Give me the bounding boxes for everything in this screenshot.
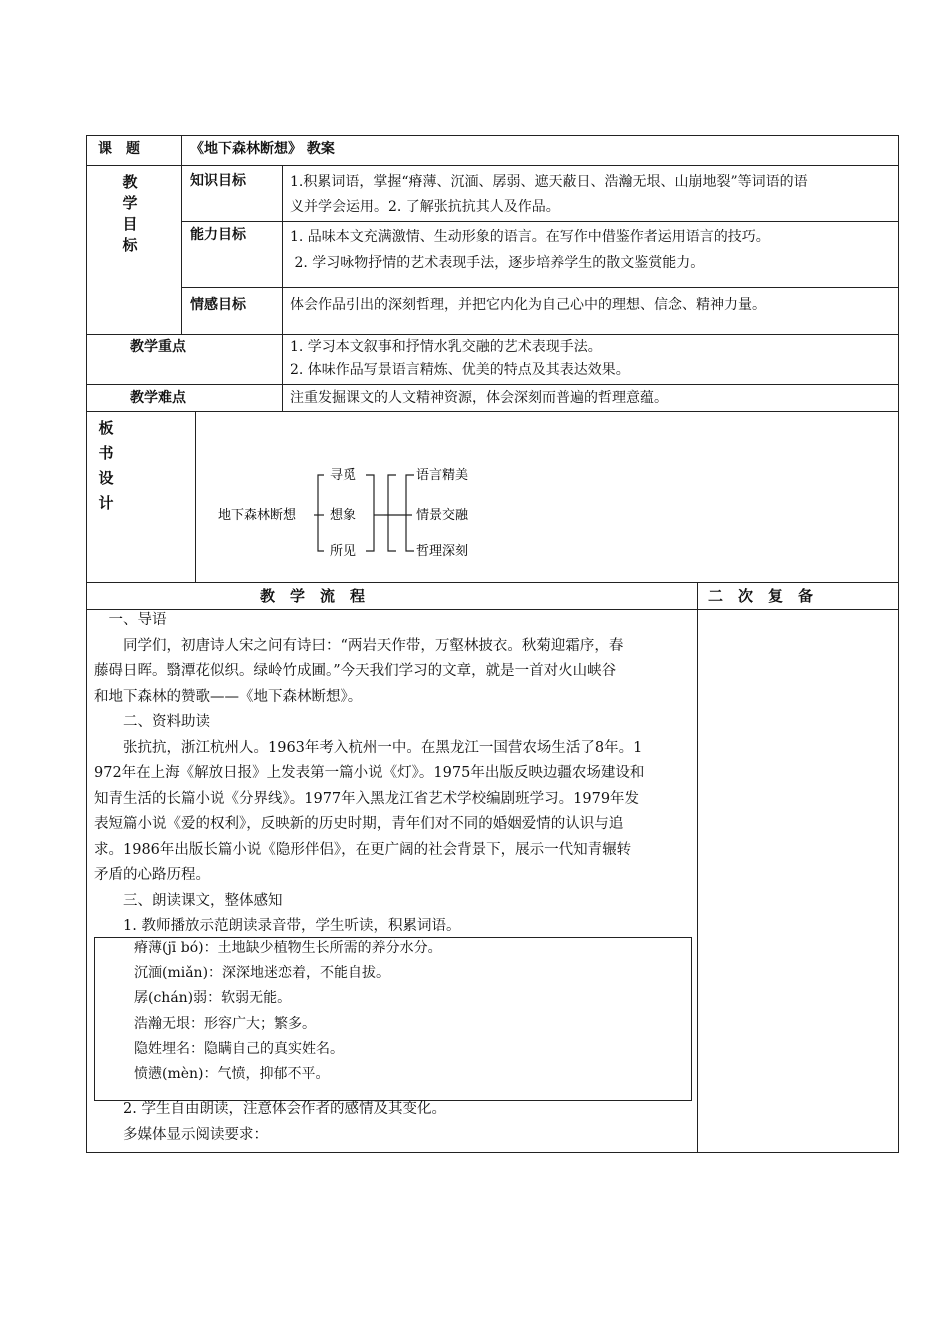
- rule: [282, 165, 283, 411]
- label-char: 板: [98, 419, 114, 437]
- vocab-item: 愤懑(mèn)：气愤，抑郁不平。: [134, 1066, 330, 1083]
- right-open-bracket: [406, 475, 414, 551]
- flow-paragraph: 1. 教师播放示范朗读录音带，学生听读，积累词语。: [94, 918, 461, 934]
- text-line: 2. 学习咏物抒情的艺术表现手法，逐步培养学生的散文鉴赏能力。: [290, 255, 705, 271]
- flow-paragraph: 多媒体显示阅读要求：: [94, 1126, 268, 1143]
- rule: [697, 582, 698, 1153]
- ability-goal-text: [290, 224, 770, 276]
- board-left-item: 所见: [330, 544, 357, 559]
- vocab-item: 浩瀚无垠：形容广大；繁多。: [134, 1015, 316, 1032]
- board-diagram: [200, 455, 500, 570]
- board-right-item: 情景交融: [416, 508, 469, 523]
- flow-paragraph: 求。1986年出版长篇小说《隐形伴侣》，在更广阔的社会背景下，展示一代知青辗转: [94, 841, 632, 858]
- vocab-item: 隐姓埋名：隐瞒自己的真实姓名。: [134, 1040, 344, 1057]
- board-right-item: 哲理深刻: [416, 544, 469, 559]
- revision-header: 二 次 复 备: [708, 587, 814, 605]
- board-right-item: 语言精美: [416, 468, 469, 483]
- label-char: 书: [98, 444, 114, 462]
- key-points-text: [290, 336, 630, 382]
- rule: [86, 165, 899, 166]
- left-close-bracket: [366, 475, 374, 551]
- left-bracket: [318, 475, 324, 551]
- difficult-points-label: 教学难点: [130, 390, 186, 406]
- knowledge-goal-text: [290, 170, 808, 220]
- rule: [181, 135, 182, 335]
- rule: [195, 411, 196, 583]
- flow-body: [94, 608, 644, 940]
- key-points-label: 教学重点: [130, 339, 186, 355]
- flow-paragraph: 表短篇小说《爱的权利》，反映新的历史时期，青年们对不同的婚姻爱情的认识与追: [94, 816, 624, 832]
- flow-paragraph: 同学们，初唐诗人宋之问有诗曰：“两岩天作带，万壑林披衣。秋菊迎霜序，春: [94, 637, 624, 654]
- flow-paragraph: 矛盾的心路历程。: [94, 867, 210, 883]
- text-line: 1. 品味本文充满激情、生动形象的语言。在写作中借鉴作者运用语言的技巧。: [290, 229, 770, 245]
- board-center: 地下森林断想: [218, 508, 297, 523]
- board-left-item: 寻觅: [330, 468, 357, 483]
- flow-paragraph: 和地下森林的赞歌——《地下森林断想》。: [94, 688, 363, 705]
- text-line: 义并学会运用。2. 了解张抗抗其人及作品。: [290, 199, 560, 215]
- label-char: 目: [122, 215, 138, 233]
- rule: [86, 411, 899, 412]
- label-char: 计: [98, 494, 114, 512]
- rule: [898, 135, 899, 1153]
- rule: [86, 1152, 899, 1153]
- emotion-goal-label: 情感目标: [190, 297, 246, 313]
- knowledge-goal-label: 知识目标: [190, 173, 246, 189]
- vocab-item: 瘠薄(jī bó)：土地缺少植物生长所需的养分水分。: [134, 940, 442, 956]
- label-char: 设: [98, 469, 114, 487]
- flow-paragraph: 藤碍日晖。翳潭花似织。绿岭竹成圃。”今天我们学习的文章，就是一首对火山峡谷: [94, 663, 617, 679]
- ability-goal-label: 能力目标: [190, 227, 246, 243]
- rule: [86, 135, 87, 1153]
- flow-paragraph: 二、资料助读: [94, 714, 210, 730]
- label-char: 学: [122, 194, 138, 212]
- rule: [181, 221, 899, 222]
- board-design-label: [96, 416, 116, 516]
- label-char: 标: [122, 236, 138, 254]
- objectives-group-label: [120, 172, 140, 256]
- emotion-goal-text: 体会作品引出的深刻哲理，并把它内化为自己心中的理想、信念、精神力量。: [290, 297, 766, 313]
- flow-paragraph: 知青生活的长篇小说《分界线》。1977年入黑龙江省艺术学校编剧班学习。1979年发: [94, 790, 640, 807]
- rule: [86, 384, 899, 385]
- topic-value: 《地下森林断想》 教案: [190, 141, 335, 157]
- flow-paragraph: 三、朗读课文，整体感知: [94, 892, 283, 909]
- difficult-points-text: 注重发掘课文的人文精神资源，体会深刻而普遍的哲理意蕴。: [290, 390, 668, 406]
- vocab-item: 沉湎(miǎn)：深深地迷恋着，不能自拔。: [134, 965, 391, 982]
- topic-label: 课 题: [98, 141, 140, 157]
- vocab-item: 孱(chán)弱：软弱无能。: [134, 990, 292, 1007]
- text-line: 1.积累词语，掌握“瘠薄、沉湎、孱弱、遮天蔽日、浩瀚无垠、山崩地裂”等词语的语: [290, 174, 808, 190]
- label-char: 教: [122, 173, 138, 191]
- rule: [86, 334, 899, 335]
- flow-header: 教 学 流 程: [260, 587, 366, 605]
- text-line: 1. 学习本文叙事和抒情水乳交融的艺术表现手法。: [290, 339, 602, 355]
- flow-paragraph: 张抗抗，浙江杭州人。1963年考入杭州一中。在黑龙江一国营农场生活了8年。1: [94, 739, 643, 756]
- right-bracket: [388, 475, 396, 551]
- flow-paragraph: 一、导语: [94, 612, 167, 628]
- vocabulary-list: [134, 936, 442, 1087]
- flow-paragraph: 2. 学生自由朗读，注意体会作者的感情及其变化。: [94, 1101, 446, 1117]
- text-line: 2. 体味作品写景语言精炼、优美的特点及其表达效果。: [290, 362, 630, 378]
- flow-paragraph: 972年在上海《解放日报》上发表第一篇小说《灯》。1975年出版反映边疆农场建设和: [94, 765, 645, 781]
- rule: [181, 287, 899, 288]
- rule: [86, 135, 899, 136]
- board-left-item: 想象: [330, 508, 357, 523]
- rule: [86, 582, 899, 583]
- flow-body-after: [94, 1097, 446, 1148]
